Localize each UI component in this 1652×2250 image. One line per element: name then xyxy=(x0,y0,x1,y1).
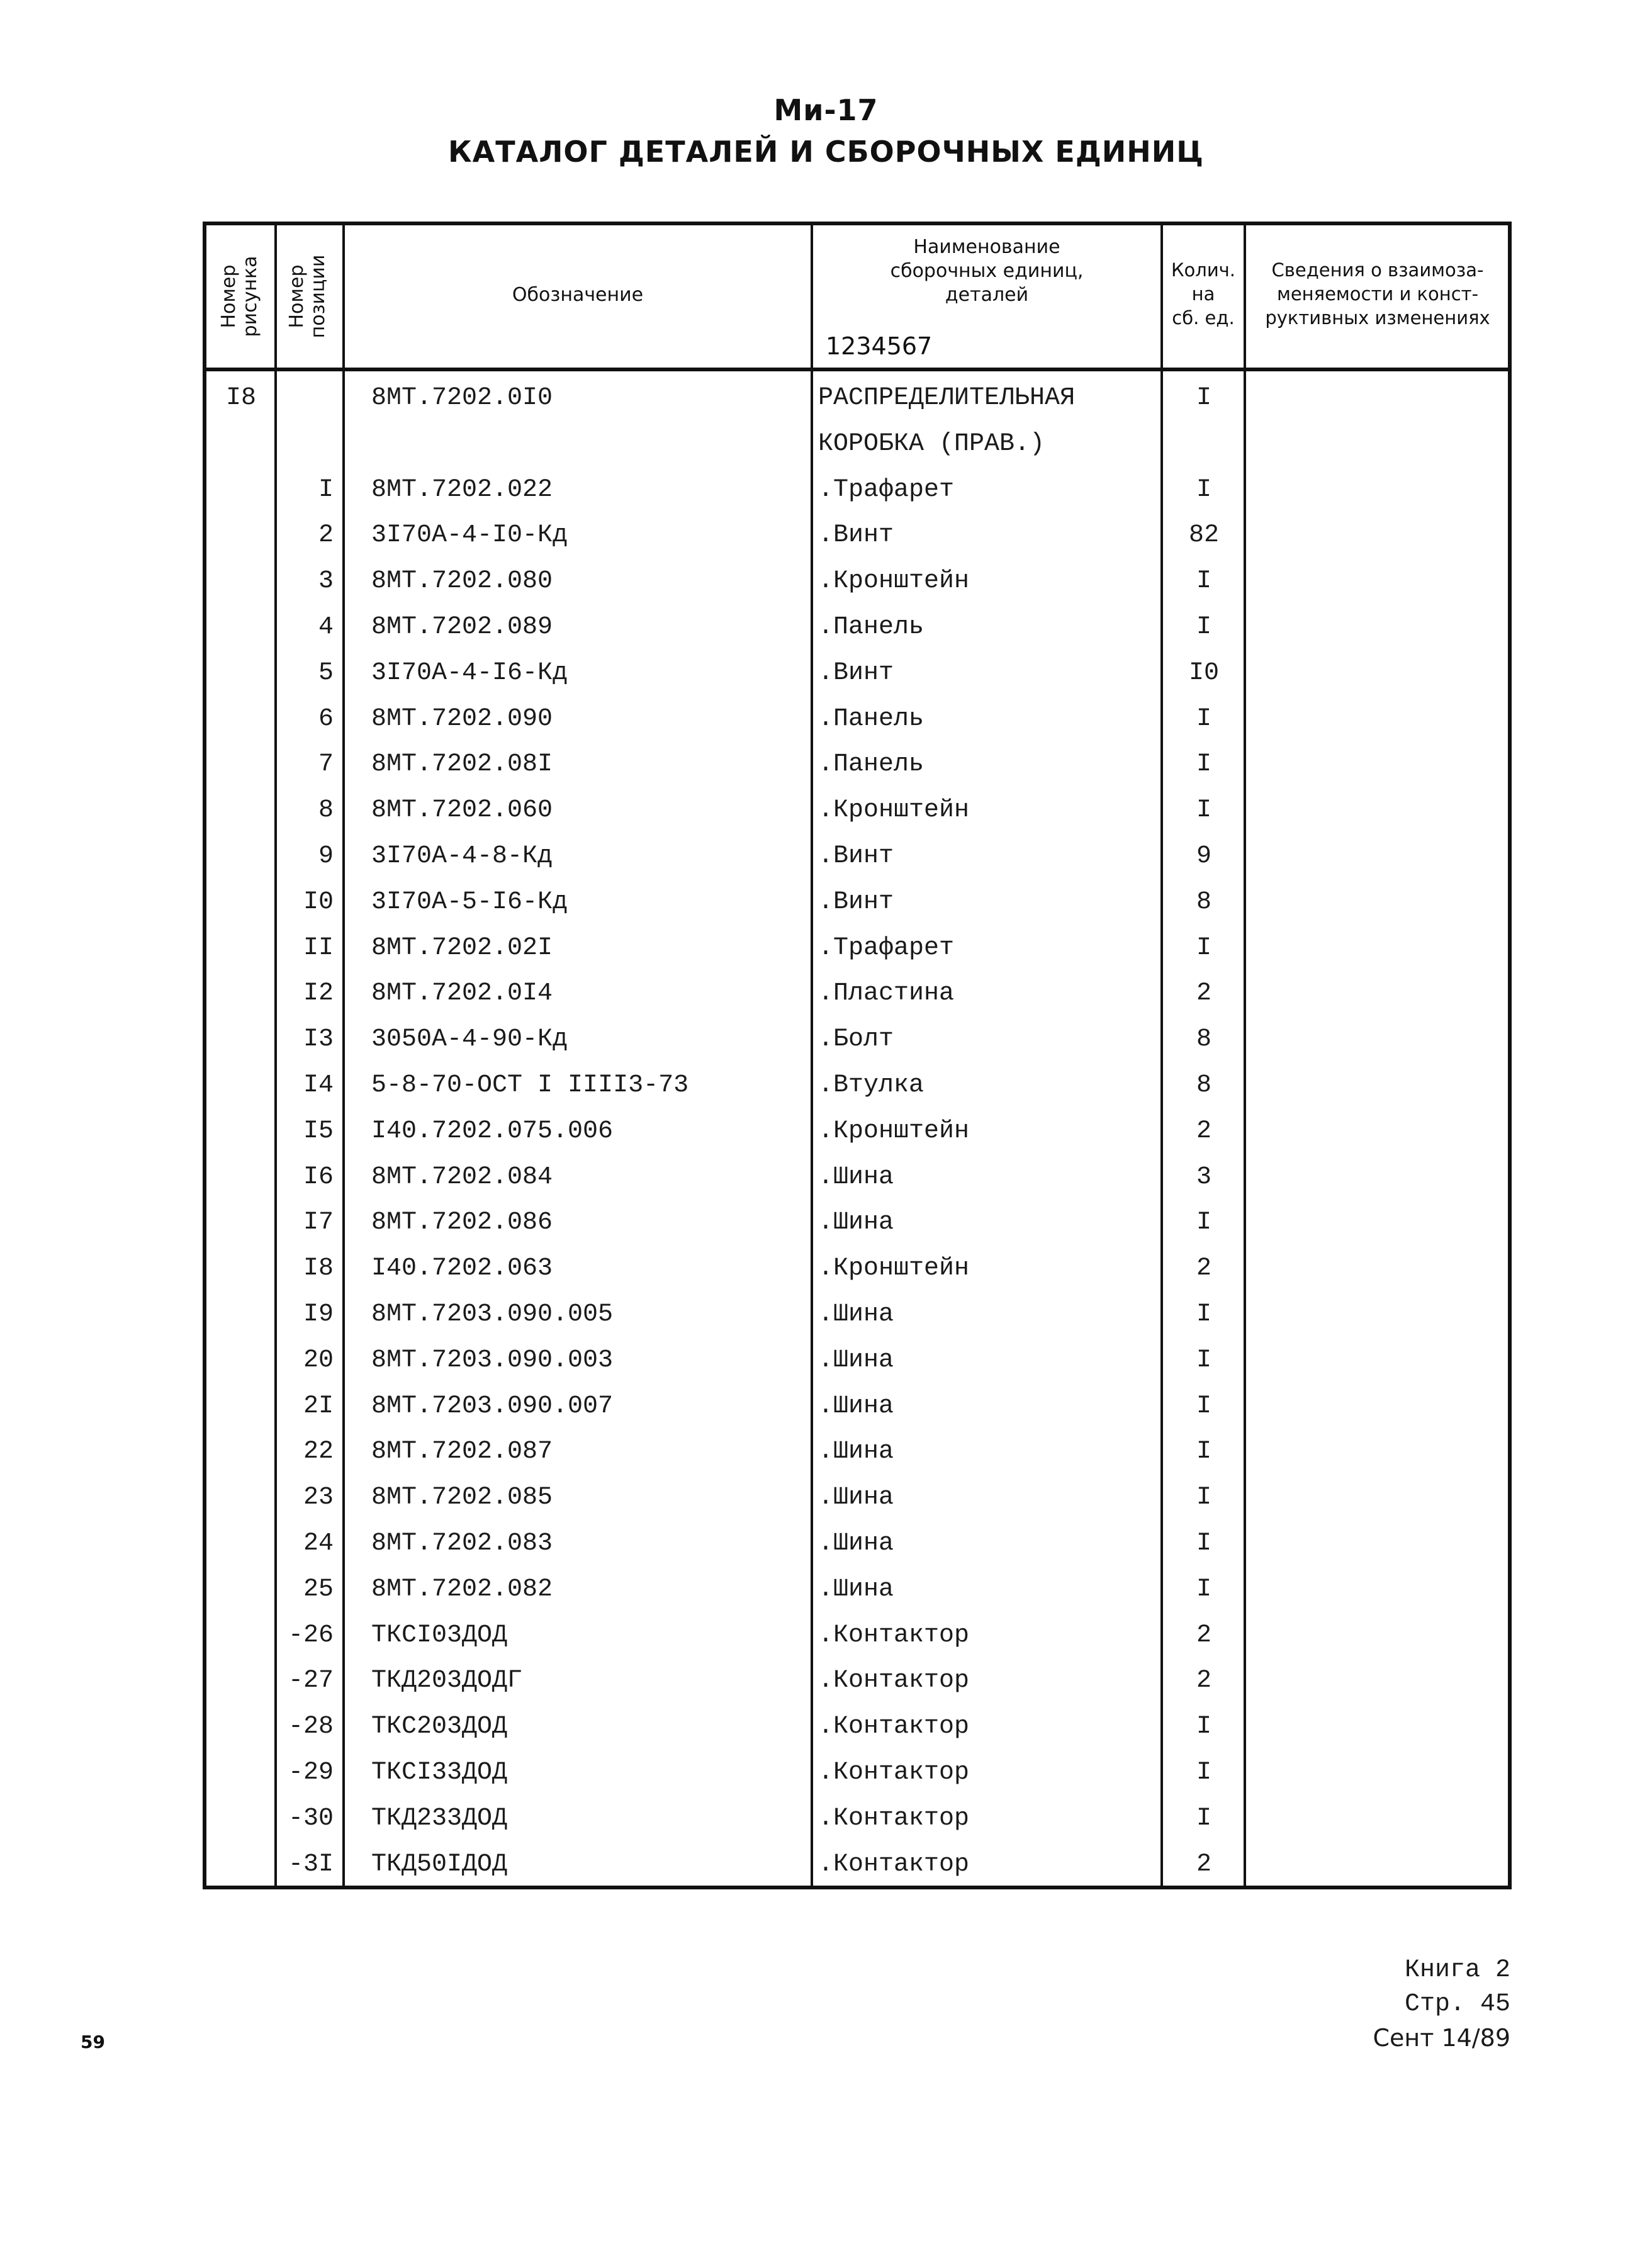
cell-quantity: 82 xyxy=(1188,521,1219,550)
cell-figure-no xyxy=(206,651,276,695)
cell-figure-no xyxy=(206,697,276,741)
cell-name: .Винт xyxy=(818,887,894,916)
cell-position-no: 2I xyxy=(303,1392,334,1420)
cell-designation: 3I70А-4-I6-Кд xyxy=(371,658,568,687)
cell-name: .Винт xyxy=(818,521,894,550)
table-row xyxy=(206,1293,1508,1337)
cell-figure-no xyxy=(206,1797,276,1841)
table-row xyxy=(206,1797,1508,1841)
cell-name: .Контактор xyxy=(818,1667,970,1696)
cell-quantity xyxy=(1163,422,1245,466)
table-row xyxy=(206,560,1508,604)
table-row xyxy=(206,376,1508,420)
cell-quantity: I xyxy=(1196,613,1211,641)
document-title: Ми-17 xyxy=(773,93,879,127)
cell-quantity: I xyxy=(1196,1804,1211,1833)
cell-figure-no xyxy=(206,560,276,604)
header-designation: Обозначение xyxy=(512,284,644,306)
cell-designation: 8МТ.7202.02I xyxy=(371,933,553,962)
header-notes-line2: меняемости и конст- xyxy=(1276,283,1479,305)
cell-quantity: 2 xyxy=(1196,1621,1211,1650)
table-row xyxy=(206,651,1508,695)
cell-name: .Втулка xyxy=(818,1071,924,1100)
cell-designation: 8МТ.7202.060 xyxy=(371,796,553,825)
cell-figure-no xyxy=(206,514,276,558)
cell-position-no: II xyxy=(303,933,334,962)
cell-name: .Шина xyxy=(818,1575,894,1604)
table-row xyxy=(206,422,1508,466)
cell-name: .Пластина xyxy=(818,979,955,1008)
header-figure-no xyxy=(218,233,262,359)
cell-figure-no xyxy=(206,1705,276,1749)
cell-position-no: I5 xyxy=(303,1117,334,1145)
cell-designation: 8МТ.7202.0I4 xyxy=(371,979,553,1008)
cell-position-no: 23 xyxy=(303,1483,334,1512)
table-row xyxy=(206,1430,1508,1474)
cell-designation: 5-8-70-ОСТ I IIII3-73 xyxy=(371,1071,689,1100)
table-row xyxy=(206,1614,1508,1658)
cell-name: .Шина xyxy=(818,1529,894,1558)
table-row xyxy=(206,789,1508,833)
cell-figure-no xyxy=(206,422,276,466)
cell-position-no: -30 xyxy=(288,1804,334,1833)
table-row xyxy=(206,926,1508,970)
header-figure-line1: Номер xyxy=(218,264,240,329)
cell-figure-no xyxy=(206,1064,276,1108)
cell-position-no: 7 xyxy=(318,750,334,779)
cell-designation: ТКД203ДОДГ xyxy=(371,1667,523,1696)
table-row xyxy=(206,1568,1508,1612)
cell-designation: I40.7202.075.006 xyxy=(371,1117,614,1145)
cell-quantity: I xyxy=(1196,384,1211,412)
cell-name: .Контактор xyxy=(818,1804,970,1833)
cell-designation: 8МТ.7202.087 xyxy=(371,1437,553,1466)
cell-position-no: -29 xyxy=(288,1758,334,1787)
cell-name: .Винт xyxy=(818,842,894,870)
cell-designation: 8МТ.7202.086 xyxy=(371,1208,553,1237)
cell-designation: 8МТ.7202.080 xyxy=(371,567,553,596)
header-position-line2: позиции xyxy=(307,254,329,339)
table-row xyxy=(206,1385,1508,1429)
cell-figure-no xyxy=(206,468,276,512)
cell-name: .Шина xyxy=(818,1208,894,1237)
cell-quantity: I xyxy=(1196,1758,1211,1787)
cell-position-no: I2 xyxy=(303,979,334,1008)
cell-designation: 8МТ.7203.090.005 xyxy=(371,1300,614,1329)
table-row xyxy=(206,514,1508,558)
footer-book: Книга 2 xyxy=(1404,1956,1510,1984)
cell-name: .Панель xyxy=(818,613,924,641)
cell-designation: 8МТ.7202.0I0 xyxy=(371,384,553,412)
cell-designation: ТКСI33ДОД xyxy=(371,1758,508,1787)
cell-name: .Шина xyxy=(818,1300,894,1329)
table-row xyxy=(206,880,1508,925)
cell-designation: 8МТ.7202.022 xyxy=(371,475,553,504)
cell-designation: 3I70А-5-I6-Кд xyxy=(371,887,568,916)
cell-name: .Винт xyxy=(818,658,894,687)
cell-figure-no xyxy=(206,835,276,879)
cell-figure-no xyxy=(206,789,276,833)
header-notes-line3: руктивных изменениях xyxy=(1265,307,1490,329)
cell-figure-no xyxy=(206,1339,276,1383)
cell-name: .Контактор xyxy=(818,1850,970,1879)
cell-designation: 8МТ.7203.090.007 xyxy=(371,1392,614,1420)
cell-position-no: I8 xyxy=(303,1254,334,1283)
table-row xyxy=(206,468,1508,512)
cell-quantity: 2 xyxy=(1196,979,1211,1008)
header-name-line1: Наименование xyxy=(913,236,1060,258)
cell-figure-no xyxy=(206,1156,276,1200)
cell-quantity: 2 xyxy=(1196,1667,1211,1696)
table-row xyxy=(206,835,1508,879)
cell-designation: 8МТ.7202.082 xyxy=(371,1575,553,1604)
cell-name: КОРОБКА (ПРАВ.) xyxy=(818,429,1045,458)
cell-designation: 8МТ.7202.084 xyxy=(371,1162,553,1191)
table-body xyxy=(206,376,1508,1886)
table-row xyxy=(206,743,1508,787)
cell-designation xyxy=(371,422,812,466)
cell-designation: 8МТ.7202.090 xyxy=(371,704,553,733)
cell-position-no: 24 xyxy=(303,1529,334,1558)
cell-figure-no xyxy=(206,1751,276,1795)
cell-figure-no xyxy=(206,743,276,787)
cell-designation: ТКД50IДОД xyxy=(371,1850,508,1879)
cell-quantity: I xyxy=(1196,704,1211,733)
table-row xyxy=(206,1522,1508,1566)
cell-quantity: I xyxy=(1196,1713,1211,1741)
header-position-line1: Номер xyxy=(286,264,308,329)
cell-quantity: I0 xyxy=(1188,658,1219,687)
cell-quantity: I xyxy=(1196,1529,1211,1558)
cell-position-no: 25 xyxy=(303,1575,334,1604)
cell-name: .Трафарет xyxy=(818,933,955,962)
cell-position-no: 4 xyxy=(318,613,334,641)
header-position-no xyxy=(286,233,330,359)
cell-figure-no xyxy=(206,605,276,650)
cell-name: .Болт xyxy=(818,1025,894,1054)
table-row xyxy=(206,1110,1508,1154)
cell-position-no: 2 xyxy=(318,521,334,550)
document-subtitle: КАТАЛОГ ДЕТАЛЕЙ И СБОРОЧНЫХ ЕДИНИЦ xyxy=(448,135,1204,169)
cell-quantity: I xyxy=(1196,1346,1211,1375)
footer-page: Стр. 45 xyxy=(1404,1990,1510,2018)
cell-figure-no xyxy=(206,1843,276,1887)
table-row xyxy=(206,1843,1508,1887)
cell-position-no: 20 xyxy=(303,1346,334,1375)
header-quantity-line1: Колич. xyxy=(1171,259,1236,281)
cell-name: .Кронштейн xyxy=(818,1254,970,1283)
cell-position-no: -27 xyxy=(288,1667,334,1696)
cell-figure-no xyxy=(206,926,276,970)
table-row xyxy=(206,1751,1508,1795)
cell-position-no: I7 xyxy=(303,1208,334,1237)
header-notes xyxy=(1246,258,1509,330)
table-row xyxy=(206,697,1508,741)
cell-designation: ТКС203ДОД xyxy=(371,1713,508,1741)
cell-name: .Трафарет xyxy=(818,475,955,504)
cell-position-no: 9 xyxy=(318,842,334,870)
table-row xyxy=(206,1705,1508,1749)
cell-figure-no xyxy=(206,1018,276,1062)
header-notes-line1: Сведения о взаимоза- xyxy=(1271,259,1484,281)
cell-name: .Шина xyxy=(818,1483,894,1512)
table-row xyxy=(206,1339,1508,1383)
cell-quantity: 3 xyxy=(1196,1162,1211,1191)
cell-figure-no xyxy=(206,1522,276,1566)
cell-position-no: -26 xyxy=(288,1621,334,1650)
cell-quantity: I xyxy=(1196,933,1211,962)
cell-figure-no xyxy=(206,1659,276,1703)
cell-designation: ТКД233ДОД xyxy=(371,1804,508,1833)
cell-quantity: I xyxy=(1196,1392,1211,1420)
cell-designation: 8МТ.7202.08I xyxy=(371,750,553,779)
cell-name: .Кронштейн xyxy=(818,567,970,596)
cell-name: .Шина xyxy=(818,1392,894,1420)
cell-figure-no xyxy=(206,1568,276,1612)
table-row xyxy=(206,1064,1508,1108)
cell-position-no xyxy=(277,422,334,466)
cell-designation: ТКСI03ДОД xyxy=(371,1621,508,1650)
cell-designation: 3I70А-4-8-Кд xyxy=(371,842,553,870)
cell-position-no: -3I xyxy=(288,1850,334,1879)
header-name-line2: сборочных единиц, xyxy=(890,260,1084,282)
cell-position-no xyxy=(277,376,334,420)
cell-name: .Контактор xyxy=(818,1621,970,1650)
table-row xyxy=(206,972,1508,1016)
cell-position-no: I9 xyxy=(303,1300,334,1329)
cell-designation: I40.7202.063 xyxy=(371,1254,553,1283)
cell-quantity: I xyxy=(1196,796,1211,825)
cell-position-no: 22 xyxy=(303,1437,334,1466)
cell-designation: 8МТ.7202.083 xyxy=(371,1529,553,1558)
header-name-code: 1234567 xyxy=(826,332,933,360)
cell-figure-no xyxy=(206,1201,276,1245)
cell-figure-no xyxy=(206,880,276,925)
cell-name: .Шина xyxy=(818,1437,894,1466)
cell-figure-no xyxy=(206,1430,276,1474)
cell-figure-no xyxy=(206,1293,276,1337)
cell-position-no: 3 xyxy=(318,567,334,596)
header-name-line3: деталей xyxy=(945,284,1029,306)
cell-quantity: I xyxy=(1196,750,1211,779)
cell-quantity: I xyxy=(1196,1300,1211,1329)
table-row xyxy=(206,1156,1508,1200)
cell-position-no: 8 xyxy=(318,796,334,825)
table-row xyxy=(206,605,1508,650)
cell-position-no: 6 xyxy=(318,704,334,733)
cell-designation: 8МТ.7202.089 xyxy=(371,613,553,641)
cell-position-no: I3 xyxy=(303,1025,334,1054)
cell-quantity: 8 xyxy=(1196,1025,1211,1054)
cell-designation: 3050А-4-90-Кд xyxy=(371,1025,568,1054)
cell-name: .Панель xyxy=(818,704,924,733)
cell-name: .Кронштейн xyxy=(818,1117,970,1145)
cell-quantity: 8 xyxy=(1196,887,1211,916)
cell-designation: 8МТ.7203.090.003 xyxy=(371,1346,614,1375)
table-row xyxy=(206,1201,1508,1245)
table-row xyxy=(206,1659,1508,1703)
cell-figure-no xyxy=(206,1385,276,1429)
header-quantity xyxy=(1163,258,1244,330)
cell-quantity: I xyxy=(1196,1575,1211,1604)
header-name xyxy=(813,235,1160,307)
cell-position-no: I4 xyxy=(303,1071,334,1100)
cell-figure-no xyxy=(206,1614,276,1658)
cell-quantity: I xyxy=(1196,1483,1211,1512)
cell-name: .Контактор xyxy=(818,1758,970,1787)
cell-quantity: 2 xyxy=(1196,1254,1211,1283)
cell-position-no: I xyxy=(318,475,334,504)
cell-quantity: I xyxy=(1196,1208,1211,1237)
cell-name: РАСПРЕДЕЛИТЕЛЬНАЯ xyxy=(818,384,1076,412)
cell-quantity: I xyxy=(1196,567,1211,596)
cell-position-no: I6 xyxy=(303,1162,334,1191)
cell-designation: 3I70А-4-I0-Кд xyxy=(371,521,568,550)
table-row xyxy=(206,1476,1508,1520)
cell-quantity: 2 xyxy=(1196,1850,1211,1879)
cell-figure-no xyxy=(206,1110,276,1154)
header-figure-line2: рисунка xyxy=(239,256,261,337)
cell-name: .Шина xyxy=(818,1346,894,1375)
parts-table xyxy=(203,222,1512,1889)
page-number: 59 xyxy=(81,2032,105,2052)
cell-position-no: -28 xyxy=(288,1713,334,1741)
cell-figure-no: I8 xyxy=(225,384,256,412)
table-row xyxy=(206,1018,1508,1062)
header-quantity-line2: на xyxy=(1191,283,1215,305)
cell-figure-no xyxy=(206,1476,276,1520)
footer-date: Сент 14/89 xyxy=(1373,2024,1510,2052)
cell-name: .Контактор xyxy=(818,1713,970,1741)
cell-quantity: 8 xyxy=(1196,1071,1211,1100)
cell-figure-no xyxy=(206,1247,276,1291)
header-quantity-line3: сб. ед. xyxy=(1172,307,1235,329)
cell-designation: 8МТ.7202.085 xyxy=(371,1483,553,1512)
table-row xyxy=(206,1247,1508,1291)
cell-name: .Шина xyxy=(818,1162,894,1191)
header-divider xyxy=(206,368,1508,371)
cell-quantity: I xyxy=(1196,1437,1211,1466)
cell-quantity: I xyxy=(1196,475,1211,504)
cell-figure-no xyxy=(206,972,276,1016)
cell-position-no: 5 xyxy=(318,658,334,687)
cell-name: .Кронштейн xyxy=(818,796,970,825)
cell-name: .Панель xyxy=(818,750,924,779)
cell-position-no: I0 xyxy=(303,887,334,916)
cell-quantity: 9 xyxy=(1196,842,1211,870)
cell-quantity: 2 xyxy=(1196,1117,1211,1145)
